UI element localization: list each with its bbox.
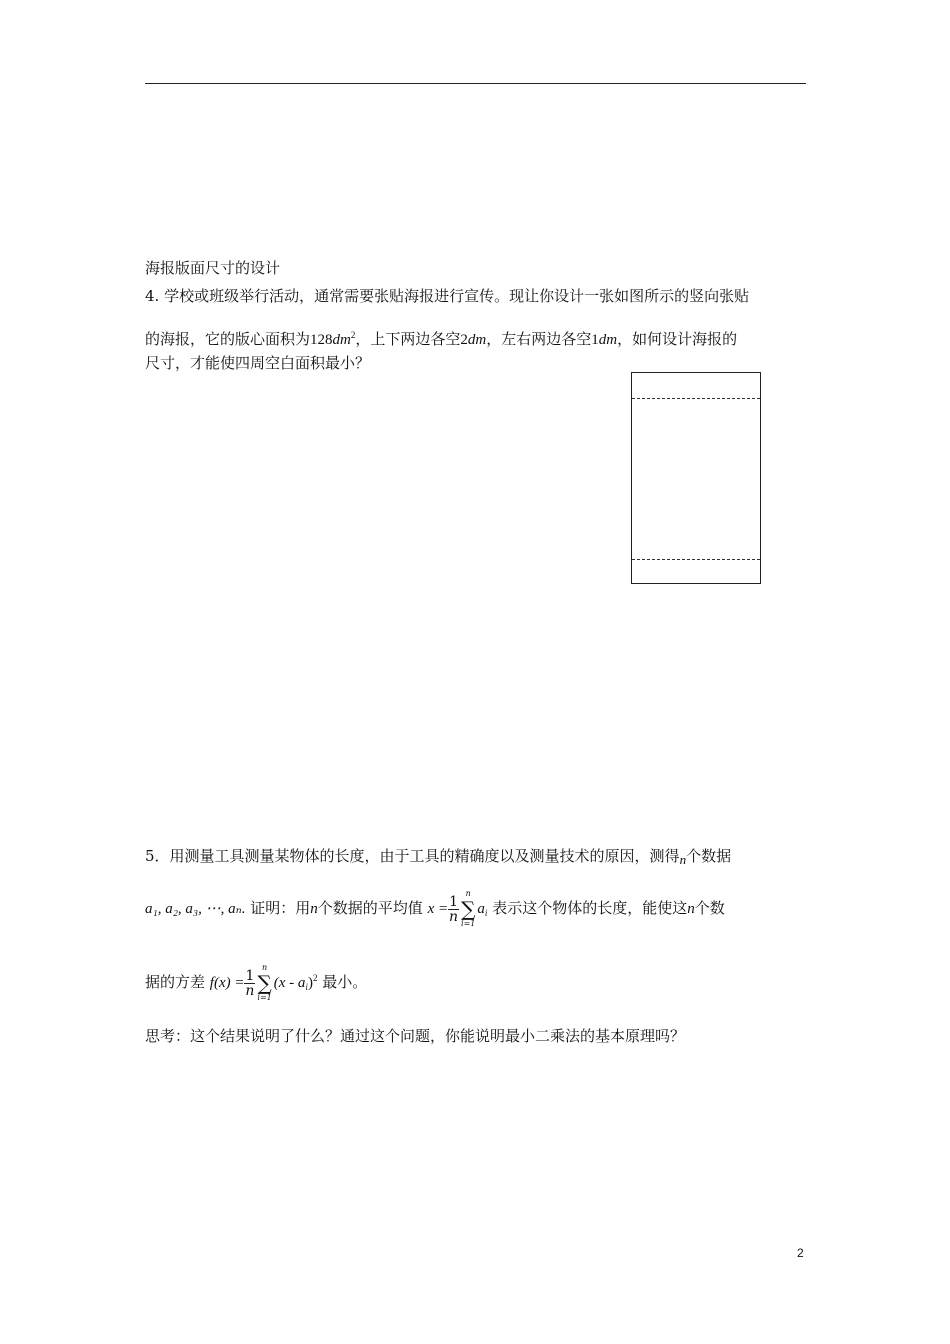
p4-text-a: 的海报，它的版心面积为 — [145, 330, 311, 348]
sigma-glyph: ∑ — [257, 971, 272, 995]
problem4-line3: 尺寸，才能使四周空白面积最小？ — [145, 354, 371, 372]
fraction-denominator: n — [449, 908, 459, 925]
squared-term-subscript: i — [305, 982, 308, 992]
fraction-numerator: 1 — [449, 893, 459, 910]
variance-fx: f(x) = — [209, 975, 245, 991]
side-unit: dm — [598, 332, 618, 348]
section-title: 海报版面尺寸的设计 — [145, 259, 281, 277]
header-rule — [145, 83, 806, 84]
fraction-numerator: 1 — [245, 967, 255, 984]
squared-exponent: 2 — [312, 973, 318, 983]
poster-bottom-margin-line — [632, 559, 760, 560]
data-sequence: a₁, a₂, a₃, ⋯, aₙ. — [145, 901, 246, 917]
margin-unit: dm — [467, 332, 487, 348]
sum-lower: i=1 — [257, 993, 272, 1002]
poster-top-margin-line — [632, 398, 760, 399]
area-exponent: 2 — [350, 330, 356, 340]
p5-text-f: 个数 — [694, 899, 725, 917]
n-symbol: n — [687, 901, 695, 917]
sum-upper: n — [465, 889, 471, 898]
p5-text-a: 5．用测量工具测量某物体的长度，由于工具的精确度以及测量技术的原因，测得 — [145, 847, 680, 865]
side-margin: 1 — [591, 332, 599, 348]
poster-diagram — [631, 372, 761, 584]
n-symbol: n — [679, 852, 687, 867]
p5-text-c: 证明：用 — [250, 899, 311, 917]
squared-term: (x - a — [273, 975, 306, 991]
n-symbol: n — [310, 901, 318, 917]
a-i-subscript: i — [484, 908, 488, 918]
mean-x: x = — [427, 901, 449, 917]
p5-text-g: 据的方差 — [145, 973, 206, 991]
fraction-1-over-n — [244, 969, 255, 998]
p5-text-e: 表示这个物体的长度，能使这 — [492, 899, 688, 917]
area-unit: dm — [332, 332, 351, 348]
p5-text-h: 最小。 — [322, 973, 368, 991]
summation-symbol — [257, 963, 271, 1003]
squared-term-close: ) — [307, 975, 313, 991]
top-bottom-margin: 2 — [460, 332, 468, 348]
p4-text-b: ，上下两边各空 — [355, 330, 461, 348]
p5-text-b: 个数据 — [686, 847, 732, 865]
fraction-1-over-n — [448, 895, 459, 924]
fraction-denominator: n — [245, 982, 255, 999]
problem5-line1 — [145, 846, 731, 870]
area-value: 128 — [310, 332, 333, 348]
p5-text-d: 个数据的平均值 — [317, 899, 423, 917]
problem4-line1: 4. 学校或班级举行活动，通常需要张贴海报进行宣传。现让你设计一张如图所示的竖向张贴 — [145, 287, 750, 305]
sigma-glyph: ∑ — [461, 897, 476, 921]
p4-text-d: ，如何设计海报的 — [617, 330, 738, 348]
sum-lower: i=1 — [461, 919, 476, 928]
p4-text-c: ，左右两边各空 — [486, 330, 592, 348]
a-i: a — [477, 901, 485, 917]
problem5-line2 — [145, 888, 725, 928]
summation-symbol — [461, 889, 475, 929]
problem5-line3 — [145, 958, 368, 1002]
page-number: 2 — [797, 1246, 804, 1260]
problem4-line2 — [145, 325, 737, 350]
sum-upper: n — [262, 963, 268, 972]
thinking-question: 思考：这个结果说明了什么？通过这个问题，你能说明最小二乘法的基本原理吗？ — [145, 1027, 686, 1045]
